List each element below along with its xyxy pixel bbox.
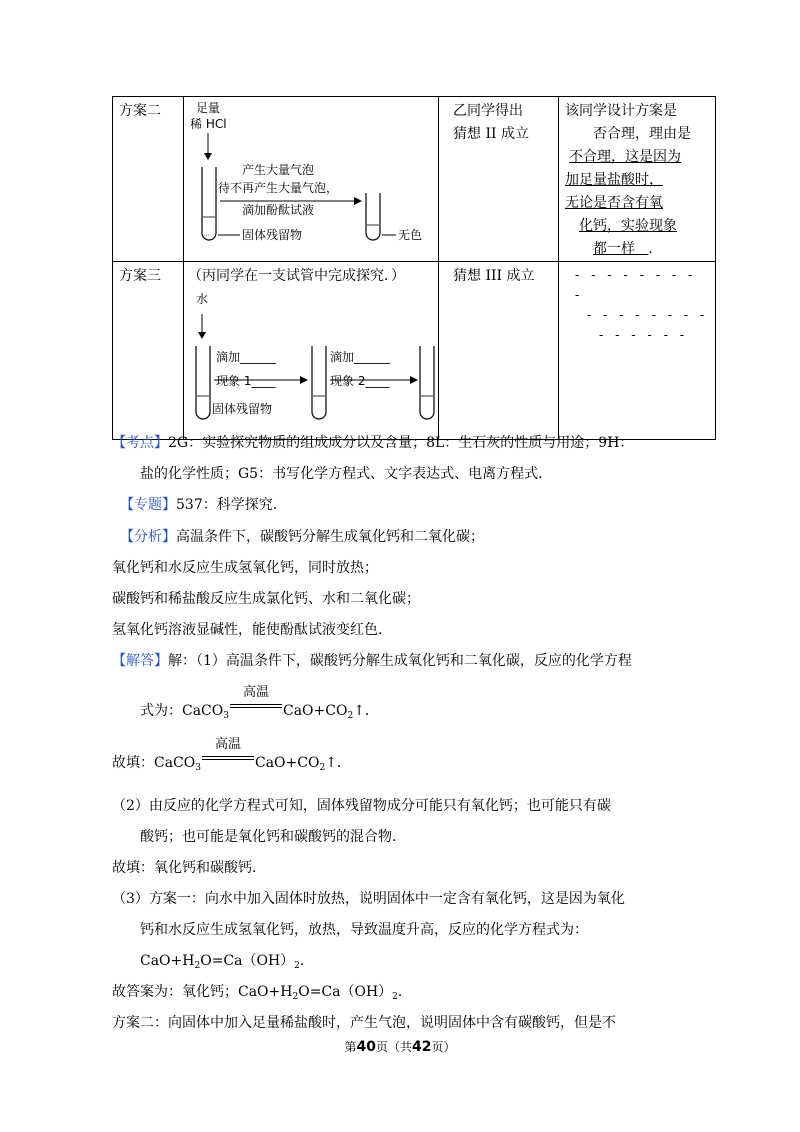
fenxi-line: 【分析】高温条件下，碳酸钙分解生成氧化钙和二氧化碳； (120, 529, 484, 545)
reagent-amount-label: 足量 (196, 101, 221, 115)
equation-2: 故填：CaCO$_3$ 高温 $CaO+CO_2↑$． (112, 737, 351, 773)
evaluation-answer: 加足量盐酸时， (565, 172, 663, 188)
answer-3-line-1: （3）方案一：向水中加入固体时放热，说明固体中一定含有氧化钙，这是因为氧化 (112, 891, 625, 907)
table-row (113, 97, 716, 262)
plan-note: （丙同学在一支试管中完成探究．） (188, 268, 405, 284)
evaluation-answer: 无论是否含有氧 (565, 195, 663, 211)
fenxi-line-2: 氧化钙和水反应生成氢氧化钙，同时放热； (112, 560, 378, 576)
diagram-cell (184, 97, 439, 262)
answer-2-line-2: 酸钙；也可能是氧化钙和碳酸钙的混合物． (140, 829, 406, 845)
drop-label: 滴加______ (216, 350, 277, 364)
observation-label: 现象 2____ (330, 374, 390, 388)
arrow-head (204, 153, 212, 160)
conclusion-line: 乙同学得出 (453, 103, 523, 119)
step-label: 待不再产生大量气泡， (218, 181, 339, 195)
answer-3-fill: 故答案为：氧化钙；$CaO+H_2O=Ca(OH)_2$． (112, 984, 412, 1002)
kaodian-tag: 【考点】 (112, 435, 168, 451)
test-tube-2 (366, 193, 380, 240)
test-tube-1 (202, 167, 216, 240)
answer-2-line-1: （2）由反应的化学方程式可知，固体残留物成分可能只有氧化钙；也可能只有碳 (112, 798, 611, 814)
test-tube-3 (420, 346, 434, 419)
kaodian-line-2: 盐的化学性质；G5：书写化学方程式、文字表达式、电离方程式． (140, 466, 553, 482)
answer-2-fill: 故填：氧化钙和碳酸钙． (112, 860, 266, 876)
arrow-head (410, 376, 418, 384)
residue-label: 固体残留物 (212, 402, 273, 416)
blank-dashes: - - - - - - (599, 328, 689, 342)
water-label: 水 (196, 292, 209, 306)
answer-3-equation: $CaO+H_2O=Ca(OH)_2$． (140, 953, 314, 971)
experiment-table (112, 96, 716, 440)
step-label: 滴加酚酞试液 (242, 203, 315, 217)
diagram-cell (184, 262, 439, 440)
arrow-head (300, 376, 308, 384)
answer-4-line-1: 方案二：向固体中加入足量稀盐酸时，产生气泡，说明固体中含有碳酸钙，但是不 (112, 1015, 616, 1031)
fenxi-line-3: 碳酸钙和稀盐酸反应生成氯化钙、水和二氧化碳； (112, 591, 420, 607)
table-row (113, 262, 716, 440)
evaluation-question: 否合理，理由是 (593, 126, 691, 142)
evaluation-answer: 化钙，实验现象 (579, 218, 677, 234)
test-tube-2 (312, 346, 326, 419)
jieda-tag: 【解答】 (112, 653, 168, 669)
drop-label: 滴加______ (330, 350, 391, 364)
fenxi-tag: 【分析】 (120, 529, 176, 545)
residue-label: 固体残留物 (242, 228, 303, 242)
fenxi-line-4: 氢氧化钙溶液显碱性，能使酚酞试液变红色． (112, 622, 392, 638)
conclusion-cell: 猜想 III 成立 (439, 262, 559, 440)
evaluation-answer: 都一样 (593, 241, 635, 257)
page-number: 40 (356, 1039, 376, 1055)
residue-dots: ᐧᐧᐧ (203, 231, 210, 240)
conclusion-cell (439, 97, 559, 262)
plan-label: 方案二 (113, 97, 184, 262)
test-tube-1 (196, 346, 210, 419)
equation-1: 式为：CaCO$_3$ 高温 $CaO+CO_2↑$． (140, 685, 379, 721)
step-label: 产生大量气泡 (242, 163, 315, 177)
answer-3-line-2: 钙和水反应生成氢氧化钙，放热，导致温度升高，反应的化学方程式为： (140, 922, 588, 938)
evaluation-period: . (648, 241, 653, 257)
result-label: 无色 (398, 228, 423, 242)
evaluation-question: 该同学设计方案是 (565, 103, 677, 119)
conclusion-line: 猜想 II 成立 (453, 126, 529, 142)
zhuanti-tag: 【专题】 (120, 497, 176, 513)
zhuanti-line: 【专题】537：科学探究． (120, 497, 287, 513)
jieda-line: 【解答】解：（1）高温条件下，碳酸钙分解生成氧化钙和二氧化碳，反应的化学方程 (112, 653, 632, 669)
blank-dashes: - - - - - - - - (587, 308, 709, 322)
evaluation-cell (559, 97, 716, 262)
arrow-head (354, 197, 362, 205)
kaodian-line: 【考点】2G：实验探究物质的组成成分以及含量；8L：生石灰的性质与用途；9H： (112, 435, 634, 451)
observation-label: 现象 1____ (216, 374, 276, 388)
arrow-head (198, 332, 206, 339)
equation-sign: 高温 (230, 701, 282, 715)
reagent-name-label: 稀 HCl (190, 117, 227, 131)
evaluation-cell (559, 262, 716, 440)
equation-sign: 高温 (202, 753, 254, 767)
plan-label: 方案三 (113, 262, 184, 440)
page-total: 42 (412, 1039, 432, 1055)
page-footer: 第40页（共42页） (344, 1039, 456, 1055)
blank-dashes: - - - - - - - - - (575, 268, 697, 302)
evaluation-answer: 不合理，这是因为 (569, 149, 681, 165)
